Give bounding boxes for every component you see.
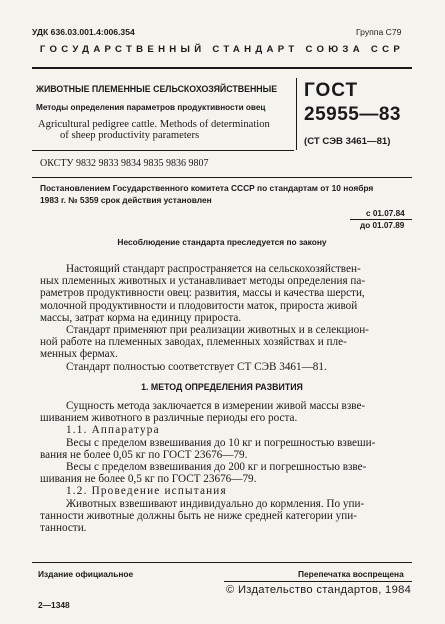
intro-line: массы, затрат корма на единицу прироста. bbox=[40, 311, 242, 324]
weighing-line: Животных взвешивают индивидуально до кормления. По упи- bbox=[66, 498, 365, 510]
weighing-paragraph bbox=[40, 498, 412, 535]
weighing-line: танности животные должны быть не ниже средней категории упи- bbox=[40, 510, 357, 523]
subsection-1-2-heading bbox=[40, 485, 412, 497]
application-line: Стандарт применяют при реализации животных и в селекцион- bbox=[66, 324, 369, 336]
gost-label: ГОСТ bbox=[304, 80, 359, 101]
subsection-1-1-title: 1.1. Аппаратура bbox=[66, 424, 160, 436]
compliance-paragraph bbox=[40, 361, 412, 373]
publisher-copyright: © Издательство стандартов, 1984 bbox=[226, 584, 412, 596]
subsection-1-2-title: 1.2. Проведение испытания bbox=[66, 485, 227, 497]
title-bottom-rule bbox=[32, 150, 294, 151]
scales-200kg-line: Весы с пределом взвешивания до 200 кг и погрешностью взве- bbox=[66, 461, 367, 473]
application-line: менных фермах. bbox=[40, 348, 118, 361]
subsection-1-1-heading bbox=[40, 424, 412, 436]
title-en-line2: of sheep productivity parameters bbox=[60, 130, 200, 141]
decree-date-from: с 01.07.84 bbox=[366, 209, 405, 218]
application-line: ной работе на племенных заводах, племенных хозяйствах и пле- bbox=[40, 336, 347, 349]
application-paragraph bbox=[40, 324, 412, 361]
udk-code: УДК 636.03.001.4:006.354 bbox=[32, 27, 135, 37]
section1-line: Сущность метода заключается в измерении живой массы взве- bbox=[66, 400, 366, 412]
section1-line: шиванием животного в различные периоды его роста. bbox=[40, 412, 298, 425]
okstu-rule bbox=[32, 177, 412, 178]
okstu-codes: ОКСТУ 9832 9833 9834 9835 9836 9807 bbox=[40, 158, 209, 169]
group-code: Группа С79 bbox=[356, 27, 402, 37]
reprint-forbidden: Перепечатка воспрещена bbox=[298, 569, 404, 579]
section1-heading: 1. МЕТОД ОПРЕДЕЛЕНИЯ РАЗВИТИЯ bbox=[141, 382, 303, 392]
title-ru-sub: Методы определения параметров продуктивности овец bbox=[36, 103, 266, 112]
scales-10kg-paragraph bbox=[40, 437, 412, 461]
st-sev-number: (СТ СЭВ 3461—81) bbox=[304, 136, 391, 147]
legal-warning: Несоблюдение стандарта преследуется по закону bbox=[117, 237, 327, 247]
date-underline bbox=[350, 219, 412, 220]
footer-right-rule bbox=[224, 581, 412, 582]
intro-line: ных племенных животных и устанавливает методы определения па- bbox=[40, 275, 366, 288]
scales-10kg-line: вания не более 0,05 кг по ГОСТ 23676—79. bbox=[40, 449, 248, 462]
title-en-line1: Agricultural pedigree cattle. Methods of determination bbox=[38, 119, 270, 130]
intro-line: Настоящий стандарт распространяется на сельскохозяйствен- bbox=[66, 263, 361, 275]
intro-paragraph bbox=[40, 263, 412, 324]
intro-line: молочной продуктивности и плодовитости маток, прироста живой bbox=[40, 299, 358, 312]
top-rule bbox=[32, 67, 412, 69]
decree-line2: 1983 г. № 5359 срок действия установлен bbox=[40, 195, 212, 205]
decree-line1: Постановлением Государственного комитета СССР по стандартам от 10 ноября bbox=[40, 183, 374, 193]
scales-200kg-paragraph bbox=[40, 461, 412, 485]
sheet-number: 2—1348 bbox=[38, 600, 70, 610]
intro-line: раметров продуктивности овец: развития, массы и качества шерсти, bbox=[40, 287, 365, 300]
footer-rule bbox=[32, 562, 412, 563]
gost-number: 25955—83 bbox=[304, 104, 401, 125]
title-divider bbox=[296, 78, 297, 150]
official-edition: Издание официальное bbox=[38, 569, 134, 579]
compliance-line: Стандарт полностью соответствует СТ СЭВ 3461—81. bbox=[66, 361, 327, 373]
weighing-line: танности. bbox=[40, 522, 87, 535]
decree-date-to: до 01.07.89 bbox=[360, 221, 405, 230]
scales-10kg-line: Весы с пределом взвешивания до 10 кг и погрешностью взвеши- bbox=[66, 437, 376, 449]
standard-banner: ГОСУДАРСТВЕННЫЙ СТАНДАРТ СОЮЗА ССР bbox=[39, 44, 405, 55]
title-ru-main: ЖИВОТНЫЕ ПЛЕМЕННЫЕ СЕЛЬСКОХОЗЯЙСТВЕННЫЕ bbox=[36, 84, 278, 94]
section1-paragraph bbox=[40, 400, 412, 424]
scales-200kg-line: шивания не более 0,5 кг по ГОСТ 23676—79. bbox=[40, 473, 257, 486]
